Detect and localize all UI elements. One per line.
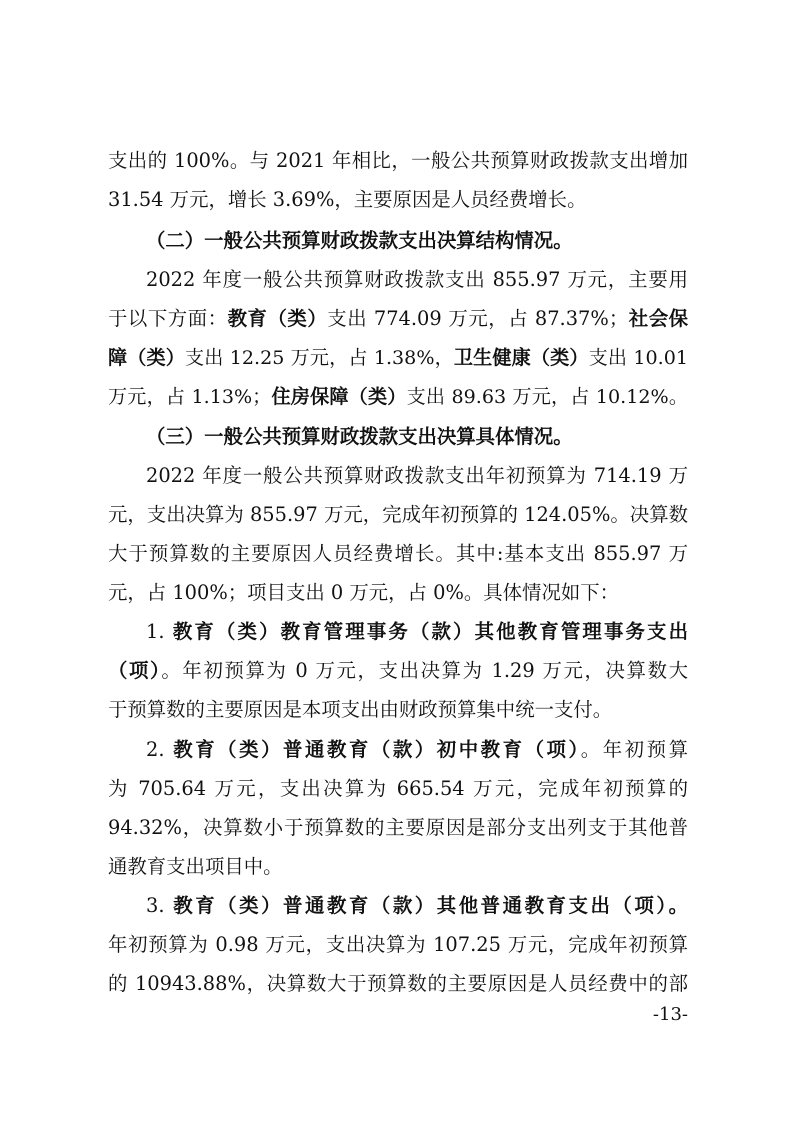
bold-run: 教育（类）普通教育（款）其他普通教育支出（项）。 bbox=[173, 894, 688, 917]
list-number: 3. bbox=[146, 894, 174, 917]
body-line bbox=[108, 854, 688, 880]
section-heading bbox=[146, 424, 688, 450]
list-number: 2. bbox=[146, 738, 174, 761]
text-run: 于预算数的主要原因是本项支出由财政预算集中统一支付。 bbox=[108, 698, 613, 721]
list-item-heading bbox=[146, 619, 688, 645]
heading-text: （二）一般公共预算财政拨款支出决算结构情况。 bbox=[146, 229, 573, 252]
text-run: 元，支出决算为 855.97 万元，完成年初预算的 124.05%。决算数 bbox=[108, 503, 688, 526]
body-line bbox=[108, 384, 688, 410]
text-run: 万元，占 1.13%； bbox=[108, 385, 272, 408]
body-line bbox=[108, 541, 688, 567]
body-line bbox=[108, 815, 688, 841]
text-run: 为 705.64 万元，支出决算为 665.54 万元，完成年初预算的 bbox=[108, 777, 688, 800]
body-line bbox=[108, 187, 688, 213]
text-run: 通教育支出项目中。 bbox=[108, 855, 283, 878]
heading-text: （三）一般公共预算财政拨款支出决算具体情况。 bbox=[146, 425, 573, 448]
text-run: 年初预算为 0.98 万元，支出决算为 107.25 万元，完成年初预算 bbox=[108, 933, 688, 956]
list-number: 1. bbox=[146, 620, 173, 643]
text-run: 31.54 万元，增长 3.69%，主要原因是人员经费增长。 bbox=[108, 188, 587, 211]
body-line bbox=[108, 932, 688, 958]
text-run: 。年初预算 bbox=[580, 738, 688, 761]
list-item-heading bbox=[146, 893, 688, 919]
text-run: 支出 89.63 万元，占 10.12%。 bbox=[406, 385, 688, 408]
body-line bbox=[108, 502, 688, 528]
section-heading bbox=[146, 228, 688, 254]
body-line bbox=[108, 580, 688, 606]
text-run: 。年初预算为 0 万元，支出决算为 1.29 万元，决算数大 bbox=[161, 659, 688, 682]
bold-run: 教育（类） bbox=[227, 307, 328, 330]
text-run: 支出的 100%。与 2021 年相比，一般公共预算财政拨款支出增加 bbox=[108, 149, 688, 172]
body-line bbox=[108, 658, 688, 684]
body-line bbox=[146, 267, 688, 293]
text-run: 元，占 100%；项目支出 0 万元，占 0%。具体情况如下： bbox=[108, 581, 620, 604]
bold-run: 卫生健康（类） bbox=[453, 346, 589, 369]
body-line bbox=[146, 463, 688, 489]
page-number: -13- bbox=[652, 1004, 688, 1025]
text-run: 支出 10.01 bbox=[588, 346, 689, 369]
bold-run: 障（类） bbox=[108, 346, 185, 369]
text-run: 支出 774.09 万元，占 87.37%； bbox=[327, 307, 629, 330]
body-line bbox=[108, 345, 688, 371]
text-run: 2022 年度一般公共预算财政拨款支出 855.97 万元，主要用 bbox=[146, 268, 688, 291]
text-run: 大于预算数的主要原因人员经费增长。其中:基本支出 855.97 万 bbox=[108, 542, 688, 565]
body-line bbox=[108, 971, 688, 997]
bold-run: 教育（类）教育管理事务（款）其他教育管理事务支出 bbox=[172, 620, 689, 643]
body-line bbox=[108, 776, 688, 802]
text-run: 的 10943.88%，决算数大于预算数的主要原因是人员经费中的部 bbox=[108, 972, 688, 995]
body-line bbox=[108, 306, 688, 332]
text-run: 2022 年度一般公共预算财政拨款支出年初预算为 714.19 万 bbox=[146, 464, 688, 487]
body-line bbox=[108, 697, 688, 723]
bold-run: （项） bbox=[108, 659, 162, 682]
bold-run: 教育（类）普通教育（款）初中教育（项） bbox=[173, 738, 581, 761]
body-line bbox=[108, 148, 688, 174]
text-run: 94.32%，决算数小于预算数的主要原因是部分支出列支于其他普 bbox=[108, 816, 688, 839]
text-run: 于以下方面： bbox=[108, 307, 228, 330]
list-item-heading bbox=[146, 737, 688, 763]
bold-run: 社会保 bbox=[628, 307, 689, 330]
bold-run: 住房保障（类） bbox=[271, 385, 407, 408]
text-run: 支出 12.25 万元，占 1.38%， bbox=[185, 346, 454, 369]
